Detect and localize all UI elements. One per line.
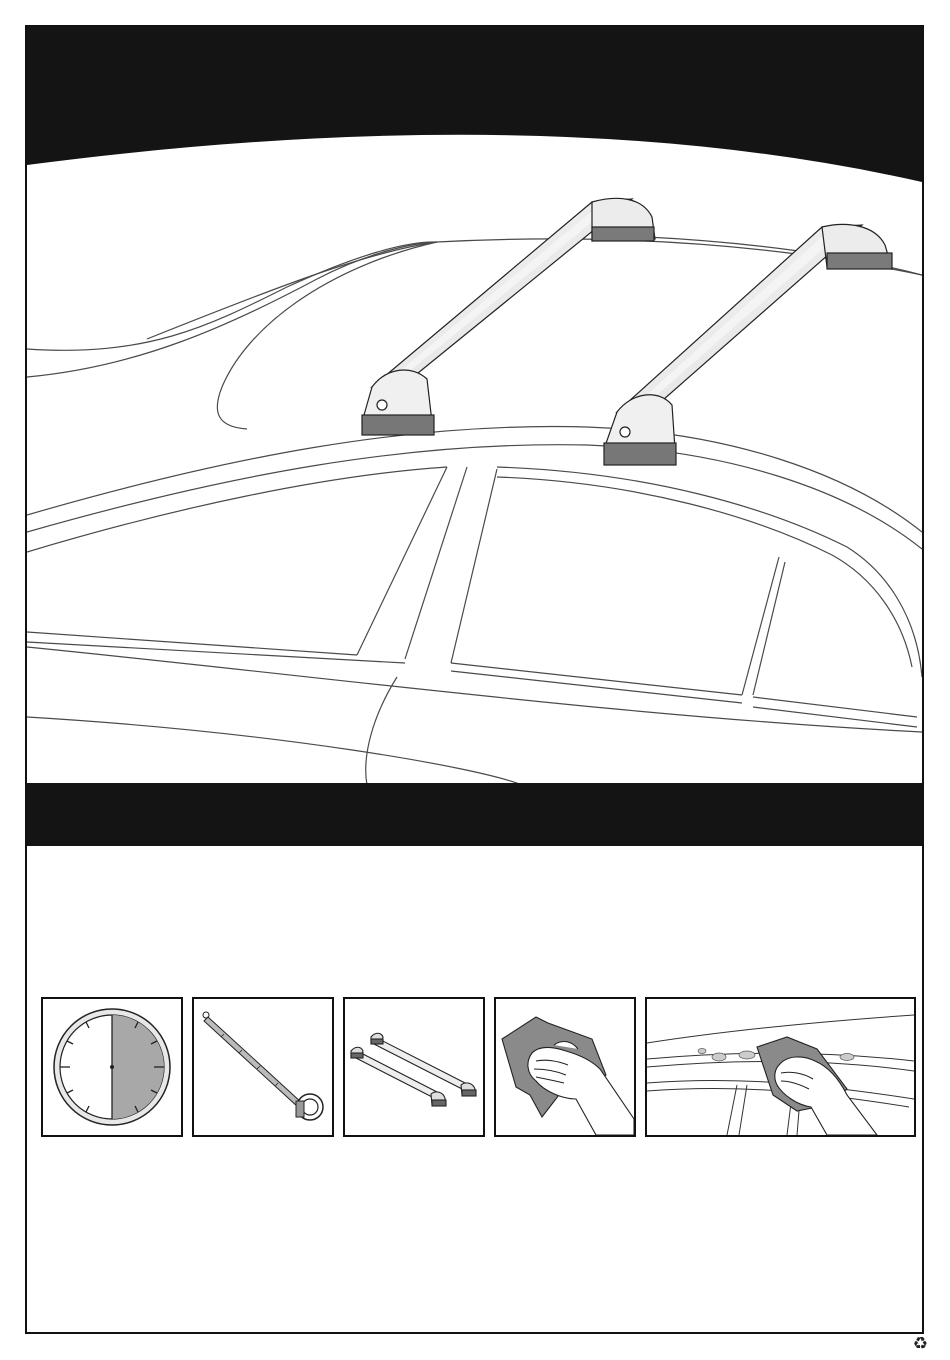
time-panel [41, 997, 183, 1137]
crossbars-icon [345, 999, 483, 1135]
recycle-icon: ♻ [912, 1334, 928, 1353]
page-frame [25, 25, 924, 1334]
header-band [27, 27, 922, 182]
cleaning-cloth-icon [496, 999, 634, 1135]
cleaning-cloth-panel [494, 997, 636, 1137]
clean-roof-icon [647, 999, 914, 1135]
clean-roof-panel [645, 997, 916, 1137]
clock-icon [43, 999, 181, 1135]
tape-measure-panel [192, 997, 334, 1137]
section-header-band [27, 783, 922, 846]
crossbars-panel [343, 997, 485, 1137]
front-crossbar [604, 224, 892, 465]
rear-crossbar [362, 198, 655, 435]
tape-measure-icon [194, 999, 332, 1135]
hero-illustration [27, 27, 922, 785]
